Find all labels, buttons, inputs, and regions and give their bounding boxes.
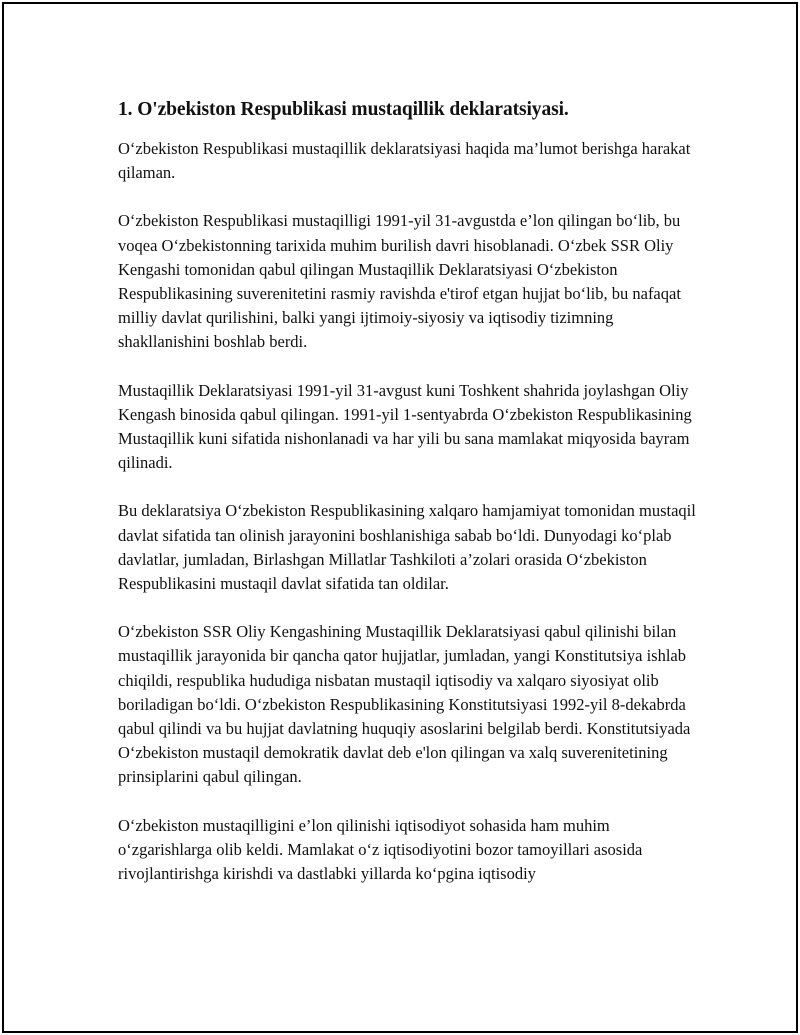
paragraph-constitution: O‘zbekiston SSR Oliy Kengashining Mustaqillik Deklaratsiyasi qabul qilinishi bilan mustaqillik jarayonida bir qancha qator hujjatlar, jumladan, yangi Konstitutsiya ishlab chiqildi, respublika hududiga nisbatan mustaqil iqtisodiy va xalqaro siyosiyat olib boriladigan bo‘ldi. O‘zbekiston Respublikasining Konstitutsiyasi 1992-yil 8-dekabrda qabul qilindi va bu hujjat davlatning huquqiy asoslarini belgilab berdi. Konstitutsiyada O‘zbekiston mustaqil demokratik davlat deb e'lon qilingan va xalq suverenitetining prinsiplarini qabul qilingan. [118,622,691,787]
paragraph-intro: O‘zbekiston Respublikasi mustaqillik deklaratsiyasi haqida ma’lumot berishga harakat qilaman. [118,139,691,183]
paragraph-adoption: Mustaqillik Deklaratsiyasi 1991-yil 31-avgust kuni Toshkent shahrida joylashgan Oliy Kengash binosida qabul qilingan. 1991-yil 1-sentyabrda O‘zbekiston Respublikasining Mustaqillik kuni sifatida nishonlanadi va har yili bu sana mamlakat miqyosida bayram qilinadi. [118,380,692,473]
paragraph-independence: O‘zbekiston Respublikasi mustaqilligi 1991-yil 31-avgustda e’lon qilingan bo‘lib, bu voqea O‘zbekistonning tarixida muhim burilish davri hisoblanadi. O‘zbek SSR Oliy Kengashi tomonidan qabul qilingan Mustaqillik Deklaratsiyasi O‘zbekiston Respublikasining suverenitetini rasmiy ravishda e'tirof etgan hujjat bo‘lib, bu nafaqat milliy davlat qurilishini, balki yangi ijtimoiy-siyosiy va iqtisodiy tizimning shakllanishini boshlab berdi. [118,211,681,352]
section-heading: 1. O'zbekiston Respublikasi mustaqillik deklaratsiyasi. [118,99,569,120]
paragraph-recognition: Bu deklaratsiya O‘zbekiston Respublikasining xalqaro hamjamiyat tomonidan mustaqil davlat sifatida tan olinish jarayonini boshlanishiga sabab bo‘ldi. Dunyodagi ko‘plab davlatlar, jumladan, Birlashgan Millatlar Tashkiloti a’zolari orasida O‘zbekiston Respublikasini mustaqil davlat sifatida tan oldilar. [118,501,696,594]
document-page [2,2,798,1033]
paragraph-economy: O‘zbekiston mustaqilligini e’lon qilinishi iqtisodiyot sohasida ham muhim o‘zgarishlarga olib keldi. Mamlakat o‘z iqtisodiyotini bozor tamoyillari asosida rivojlantirishga kirishdi va dastlabki yillarda ko‘pgina iqtisodiy [118,815,643,884]
document-content [118,96,698,910]
